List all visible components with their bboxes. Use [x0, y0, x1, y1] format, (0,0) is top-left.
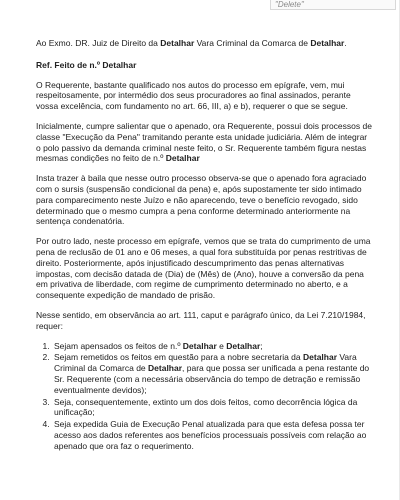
- placeholder-field: Detalhar: [160, 38, 195, 48]
- reference-heading: Ref. Feito de n.º Detalhar: [36, 59, 137, 70]
- placeholder-field: Detalhar: [148, 363, 183, 374]
- request-item: 2. Sejam remetidos os feitos em questão para a nobre secretaria da Detalhar Vara Criminal da Comarca de Detalhar, para que possa ser unificada a pena restante do Sr. Requerente (com a necessária observância do tempo de detração e remissão eventualmente devidos);: [52, 352, 372, 395]
- request-item: 1. Sejam apensados os feitos de n.º Detalhar e Detalhar;: [52, 341, 372, 352]
- placeholder-field: Detalhar: [165, 153, 200, 164]
- paragraph-sursis: Insta trazer à baila que nesse outro processo observa-se que o apenado fora agraciado com o sursis (suspensão condicional da pena) e, após supostamente ter sido intimado para comparecimento neste Juízo e não aparecendo, teve o benefício revogado, sido determinado que o mesmo cumpra a pena conforme determinado anteriormente na sentença condenatória.: [36, 173, 367, 227]
- paragraph-intro: O Requerente, bastante qualificado nos autos do processo em epígrafe, vem, mui respeitosamente, por intermédio dos seus procuradores ao final assinados, perante vossa excelência, com fundamento no art. 66, III, a) e b), requerer o que se segue.: [36, 79, 351, 112]
- paragraph-sentence: Por outro lado, neste processo em epígrafe, vemos que se trata do cumprimento de uma pena de reclusão de 01 ano e 06 meses, a qual fora substituída por penas restritivas de direito. Posteriormente, após injustificado descumprimento das penas alternativas impostas, com decisão datada de (Dia) de (Mês) de (Ano), houve a conversão da pena em privativa de liberdade, com regime de cumprimento determinado no aberto, e a consequente expedição de mandado de prisão.: [36, 236, 371, 301]
- comment-text: "Delete": [275, 0, 304, 9]
- placeholder-field: Detalhar: [310, 38, 345, 48]
- request-item: 4. Seja expedida Guia de Execução Penal atualizada para que esta defesa possa ter acesso aos dados referentes aos benefícios processuais possíveis com relação ao apenado que ora faz o requerimento.: [52, 419, 372, 451]
- document-body: [36, 38, 372, 453]
- placeholder-field: Detalhar: [303, 352, 338, 363]
- placeholder-field: Detalhar: [226, 340, 261, 351]
- request-item: 3. Seja, consequentemente, extinto um dos dois feitos, como decorrência lógica da unificação;: [52, 397, 372, 419]
- paragraph-request-intro: Nesse sentido, em observância ao art. 111, caput e parágrafo único, da Lei 7.210/1984, requer:: [36, 309, 366, 331]
- paragraph-processes: Inicialmente, cumpre salientar que o apenado, ora Requerente, possui dois processos de classe "Execução da Pena" tramitando perante esta unidade judiciária. Além de integrar o polo passivo da demanda criminal neste feito, o Sr. Requerente também figura nestas mesmas condições no feito de n.º Detalhar: [36, 120, 372, 164]
- placeholder-field: Detalhar: [182, 340, 217, 351]
- comment-balloon[interactable]: [270, 0, 396, 10]
- request-list: [36, 341, 372, 452]
- address-line: Ao Exmo. DR. Juiz de Direito da Detalhar Vara Criminal da Comarca de Detalhar.: [36, 38, 347, 48]
